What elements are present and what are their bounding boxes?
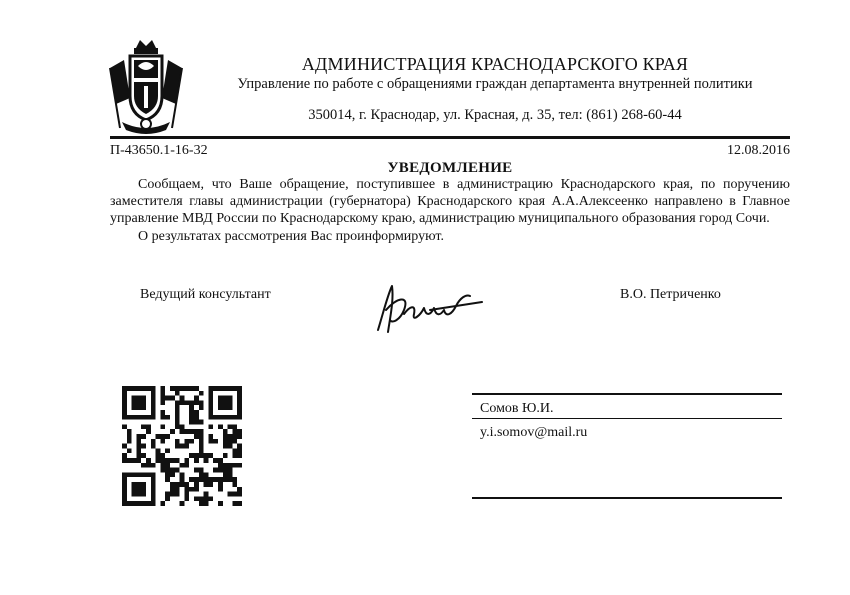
recipient-divider [472,418,782,419]
department-name: Управление по работе с обращениями граждан департамента внутренней политики [237,76,753,92]
body-paragraph: Сообщаем, что Ваше обращение, поступившее в администрацию Краснодарского края, по поручению заместителя главы администрации (губернатора) Краснодарского края А.А.Алексеенко направлено в Главное управление МВД России по Краснодарскому краю, администрацию муниципального образования город Сочи. [110,177,790,227]
handwritten-signature [370,280,490,338]
org-address: 350014, г. Краснодар, ул. Красная, д. 35, тел: (861) 268-60-44 [308,107,682,123]
body-paragraph: О результатах рассмотрения Вас проинформируют. [138,228,444,244]
signer-position: Ведущий консультант [140,287,271,302]
document-date: 12.08.2016 [727,143,790,158]
signer-name: В.О. Петриченко [620,287,721,302]
header-divider [110,136,790,139]
document-title: УВЕДОМЛЕНИЕ [387,160,513,176]
reference-number: П-43650.1-16-32 [110,143,208,158]
qr-code-icon [122,386,242,506]
recipient-email: y.i.somov@mail.ru [480,425,588,440]
coat-of-arms-icon [100,38,192,134]
recipient-bottom-line [472,497,782,499]
org-title: АДМИНИСТРАЦИЯ КРАСНОДАРСКОГО КРАЯ [301,54,689,74]
document-body [110,176,790,245]
recipient-name: Сомов Ю.И. [480,401,554,416]
recipient-top-line [472,393,782,395]
